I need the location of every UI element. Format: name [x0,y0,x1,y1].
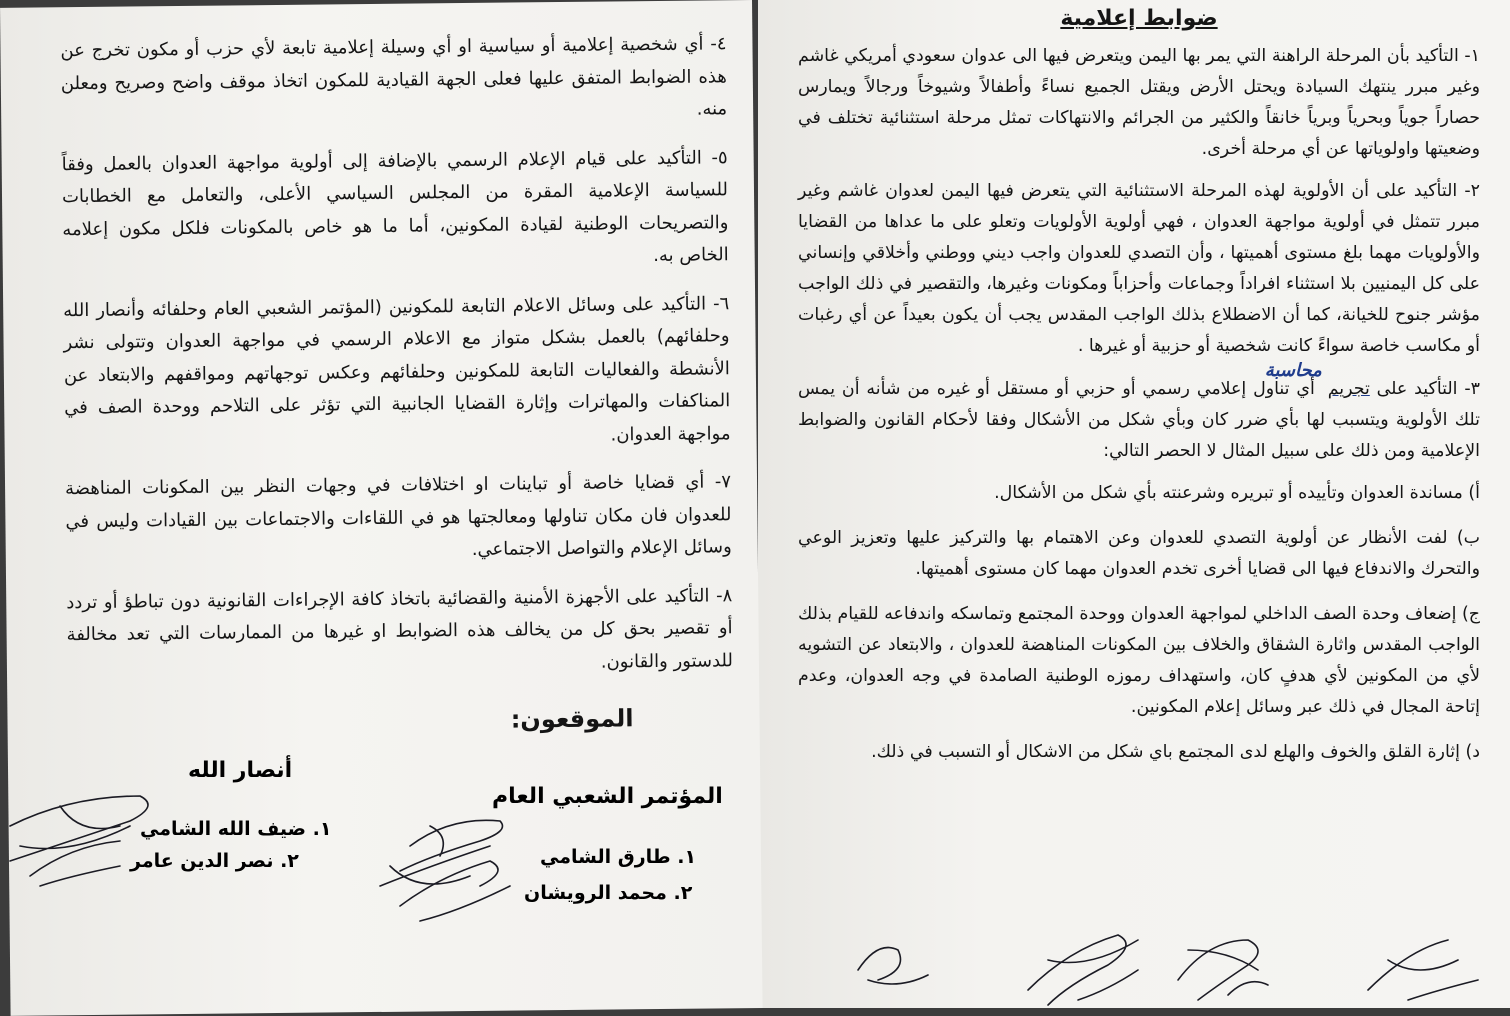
clause-3-marked-word: تجريم [1327,379,1370,399]
party-gpc: المؤتمر الشعبي العام [492,784,723,809]
ansar-signer-2: ٢. نصر الدين عامر [130,850,299,872]
page-1-initials-signature [848,920,1488,1008]
sub-clause-a: أ) مساندة العدوان وتأييده أو تبريره وشرعنته بأي شكل من الأشكال. [994,483,1480,503]
gpc-signer-1: ١. طارق الشامي [540,846,697,868]
clause-4: ٤- أي شخصية إعلامية أو سياسية او أي وسيلة إعلامية تابعة لأي حزب أو مكون تخرج عن هذه الضوابط المتفق عليها فعلى الجهة القيادية للمكون اتخاذ موقف واضح وصريح ومعلن منه. [60,33,728,120]
clause-3-prefix: ٣- التأكيد على [1376,379,1480,399]
clause-3-text: أي تناول إعلامي رسمي أو حزبي أو مستقل أو غيره من شأنه أن يمس تلك الأولوية ويتسبب لها بأي ضرر كان وبأي شكل من الأشكال وفقا لأحكام القانون والضوابط الإعلامية ومن ذلك على سبيل المثال لا الحصر التالي: [798,379,1480,461]
clause-2: ٢- التأكيد على أن الأولوية لهذه المرحلة الاستثنائية التي يتعرض فيها اليمن لعدوان غاشم وغير مبرر تتمثل في أولوية مواجهة العدوان ، فهي أولوية الأولويات وتعلو على ما عداها من القضايا والأولويات مهما بلغ مستوى أهميتها ، وأن التصدي للعدوان واجب ديني ووطني وأخلاقي وإنساني على كل اليمنيين بلا استثناء افراداً وجماعات وأحزاباً ومكونات وغيرها، والتقصير في ذلك الواجب مؤشر جنوح للخيانة، كما أن الاضطلاع بذلك الواجب المقدس يجب أن يكون بعيداً عن أي رغبات أو مكاسب خاصة سواءً كانت شخصية أو حزبية أو غيرها . [798,181,1480,356]
clause-8: ٨- التأكيد على الأجهزة الأمنية والقضائية باتخاذ كافة الإجراءات القانونية دون تباطؤ أو تردد أو تقصير بحق كل من يخالف هذه الضوابط او غيرها من الممارسات التي تعد مخالفة للدستور والقانون. [66,584,734,673]
gpc-signer-2: ٢. محمد الرويشان [524,882,693,904]
ansar-signer-1: ١. ضيف الله الشامي [140,818,332,840]
handwritten-note: محاسبة [1264,360,1322,381]
sub-clause-d: د) إثارة القلق والخوف والهلع لدى المجتمع باي شكل من الاشكال أو التسبب في ذلك. [871,742,1480,762]
sub-clause-c: ج) إضعاف وحدة الصف الداخلي لمواجهة العدوان ووحدة المجتمع وتماسكه واندفاعه للقيام بذلك الواجب المقدس واثارة الشقاق والخلاف بين المكونات المناهضة للعدوان ، والابتعاد عن التشويه لأي من المكونين لأي هدفٍ كان، واستهداف رموزه الوطنية الصامدة في وجه العدوان، وعدم إتاحة المجال في ذلك عبر وسائل إعلام المكونين. [798,604,1480,717]
party-ansar: أنصار الله [188,758,293,783]
clause-5: ٥- التأكيد على قيام الإعلام الرسمي بالإضافة إلى أولوية مواجهة العدوان بالعمل وفقاً للسياسة الإعلامية المقرة من المجلس السياسي الأعلى، والتعامل مع الخطابات والتصريحات الوطنية لقيادة المكونين، أما ما هو خاص بالمكونات فلكل مكون إعلامه الخاص به. [61,146,729,267]
clause-3 [798,360,1480,467]
clause-6: ٦- التأكيد على وسائل الاعلام التابعة للمكونين (المؤتمر الشعبي العام وحلفائه وأنصار الله وحلفائهم) بالعمل بشكل متواز مع الاعلام الرسمي في مواجهة العدوان وتتولى نشر الأنشطة والفعاليات التابعة للمكونين وحلفائهم وعكس توجهاتهم ومواقفهم والابتعاد عن المناكفات والمهاترات وإثارة القضايا الجانبية التي تؤثر على التلاحم ووحدة الصف في مواجهة العدوان. [63,292,731,446]
document-heading: ضوابط إعلامية [1060,6,1218,31]
clause-1: ١- التأكيد بأن المرحلة الراهنة التي يمر بها اليمن ويتعرض فيها الى عدوان سعودي أمريكي غاشم وغير مبرر ينتهك السيادة ويحتل الأرض ويقتل الجميع نساءً وأطفالاً وشيوخاً ورجالاً ويمارس حصاراً جوياً وبحرياً وبرياً خانقاً والكثير من الجرائم والانتهاكات تمثل مرحلة استثنائية تختلف في وضعيتها واولوياتها عن أي مرحلة أخرى. [798,46,1480,159]
clause-7: ٧- أي قضايا خاصة أو تباينات او اختلافات في وجهات النظر بين المكونات المناهضة للعدوان فان مكان تناولها ومعالجتها هو في اللقاءات والاجتماعات بين القيادات وليس في وسائل الإعلام والتواصل الاجتماعي. [64,471,732,560]
sub-clause-b: ب) لفت الأنظار عن أولوية التصدي للعدوان وعن الاهتمام بها والتركيز عليها وتعزيز الوعي والتحرك والاندفاع فيها الى قضايا أخرى تخدم العدوان مهما كان مستوى أهميتها. [798,528,1480,579]
document-page-1 [758,0,1510,1008]
signers-title: الموقعون: [510,704,634,734]
